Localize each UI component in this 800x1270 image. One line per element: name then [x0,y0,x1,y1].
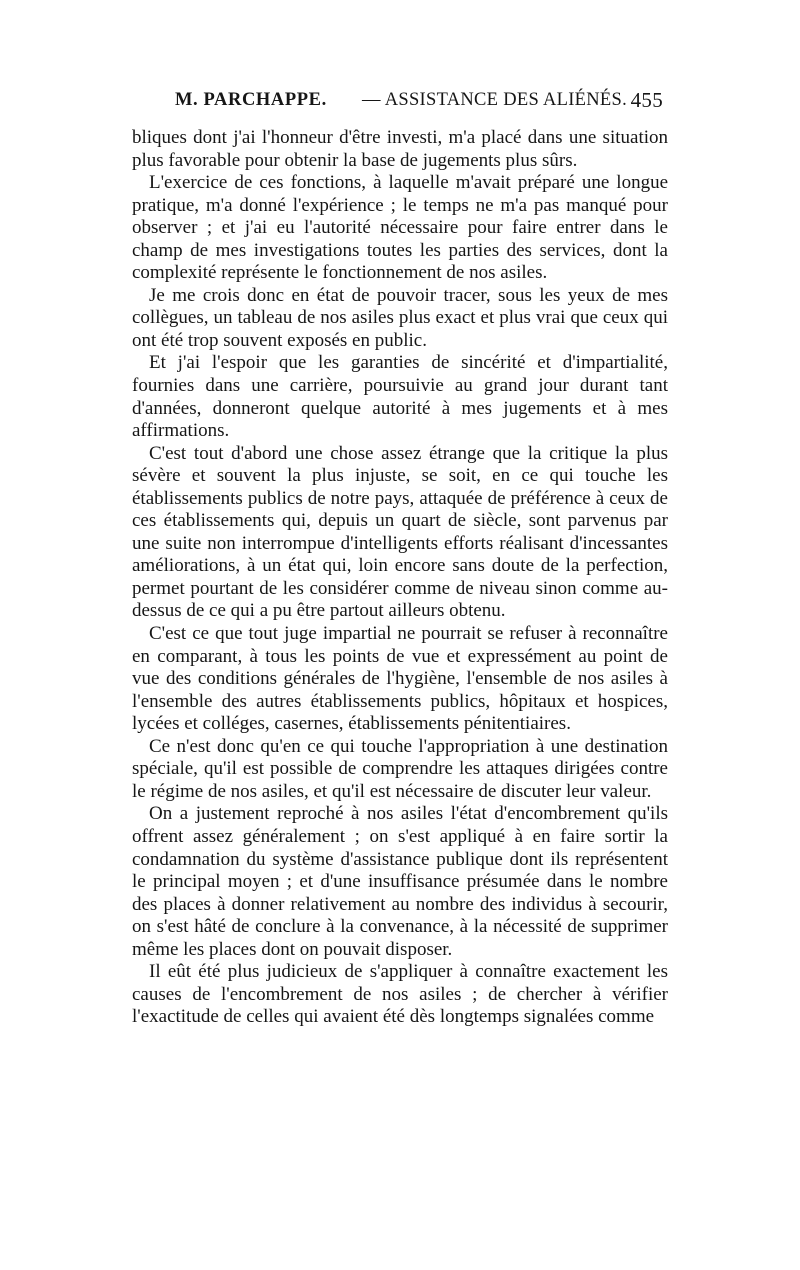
running-head-author: M. PARCHAPPE. [175,90,327,110]
paragraph: Je me crois donc en état de pouvoir tracer, sous les yeux de mes collègues, un tableau de nos asiles plus exact et plus vrai que ceux qui ont été trop souvent exposés en public. [132,284,668,351]
paragraph: C'est tout d'abord une chose assez étrange que la critique la plus sévère et souvent la plus injuste, se soit, en ce qui touche les établissements publics de notre pays, attaquée de préférence à ceux de ces établissements qui, depuis un quart de siècle, sont parvenus par une suite non interrompue d'intelligents efforts réalisant d'incessantes améliorations, à un état qui, loin encore sans doute de la perfection, permet pourtant de les considérer comme de niveau sinon comme au-dessus de ce qui a pu être partout ailleurs obtenu. [132,442,668,622]
running-head-title: — ASSISTANCE DES ALIÉNÉS. [362,90,628,110]
paragraph: Il eût été plus judicieux de s'appliquer à connaître exactement les causes de l'encombrement de nos asiles ; de chercher à vérifier l'exactitude de celles qui avaient été dès longtemps signalées comme [132,961,668,1028]
paragraph: C'est ce que tout juge impartial ne pourrait se refuser à reconnaître en comparant, à tous les points de vue et expressément au point de vue des conditions générales de l'hygiène, l'ensemble de nos asiles à l'ensemble des autres établissements publics, hôpitaux et hospices, lycées et colléges, casernes, établissements pénitentiaires. [132,623,668,735]
running-head [175,90,663,120]
paragraph: L'exercice de ces fonctions, à laquelle m'avait préparé une longue pratique, m'a donné l'expérience ; le temps ne m'a pas manqué pour observer ; et j'ai eu l'autorité nécessaire pour faire entrer dans le champ de mes investigations toutes les parties des services, dont la complexité représente le fonctionnement de nos asiles. [132,172,668,284]
page-number: 455 [630,88,663,112]
paragraph: On a justement reproché à nos asiles l'état d'encombrement qu'ils offrent assez généralement ; on s'est appliqué à en faire sortir la condamnation du système d'assistance publique dont ils représentent le principal moyen ; et d'une insuffisance présumée dans le nombre des places à donner relativement au nombre des individus à secourir, on s'est hâté de conclure à la convenance, à la nécessité de supprimer même les places dont on pouvait disposer. [132,803,668,960]
paragraph: Et j'ai l'espoir que les garanties de sincérité et d'impartialité, fournies dans une carrière, poursuivie au grand jour durant tant d'années, donneront quelque autorité à mes jugements et à mes affirmations. [132,352,668,442]
paragraph: Ce n'est donc qu'en ce qui touche l'appropriation à une destination spéciale, qu'il est possible de comprendre les attaques dirigées contre le régime de nos asiles, et qu'il est nécessaire de discuter leur valeur. [132,735,668,802]
body-text [132,127,668,1029]
paragraph-continued: bliques dont j'ai l'honneur d'être investi, m'a placé dans une situation plus favorable pour obtenir la base de jugements plus sûrs. [132,127,668,171]
